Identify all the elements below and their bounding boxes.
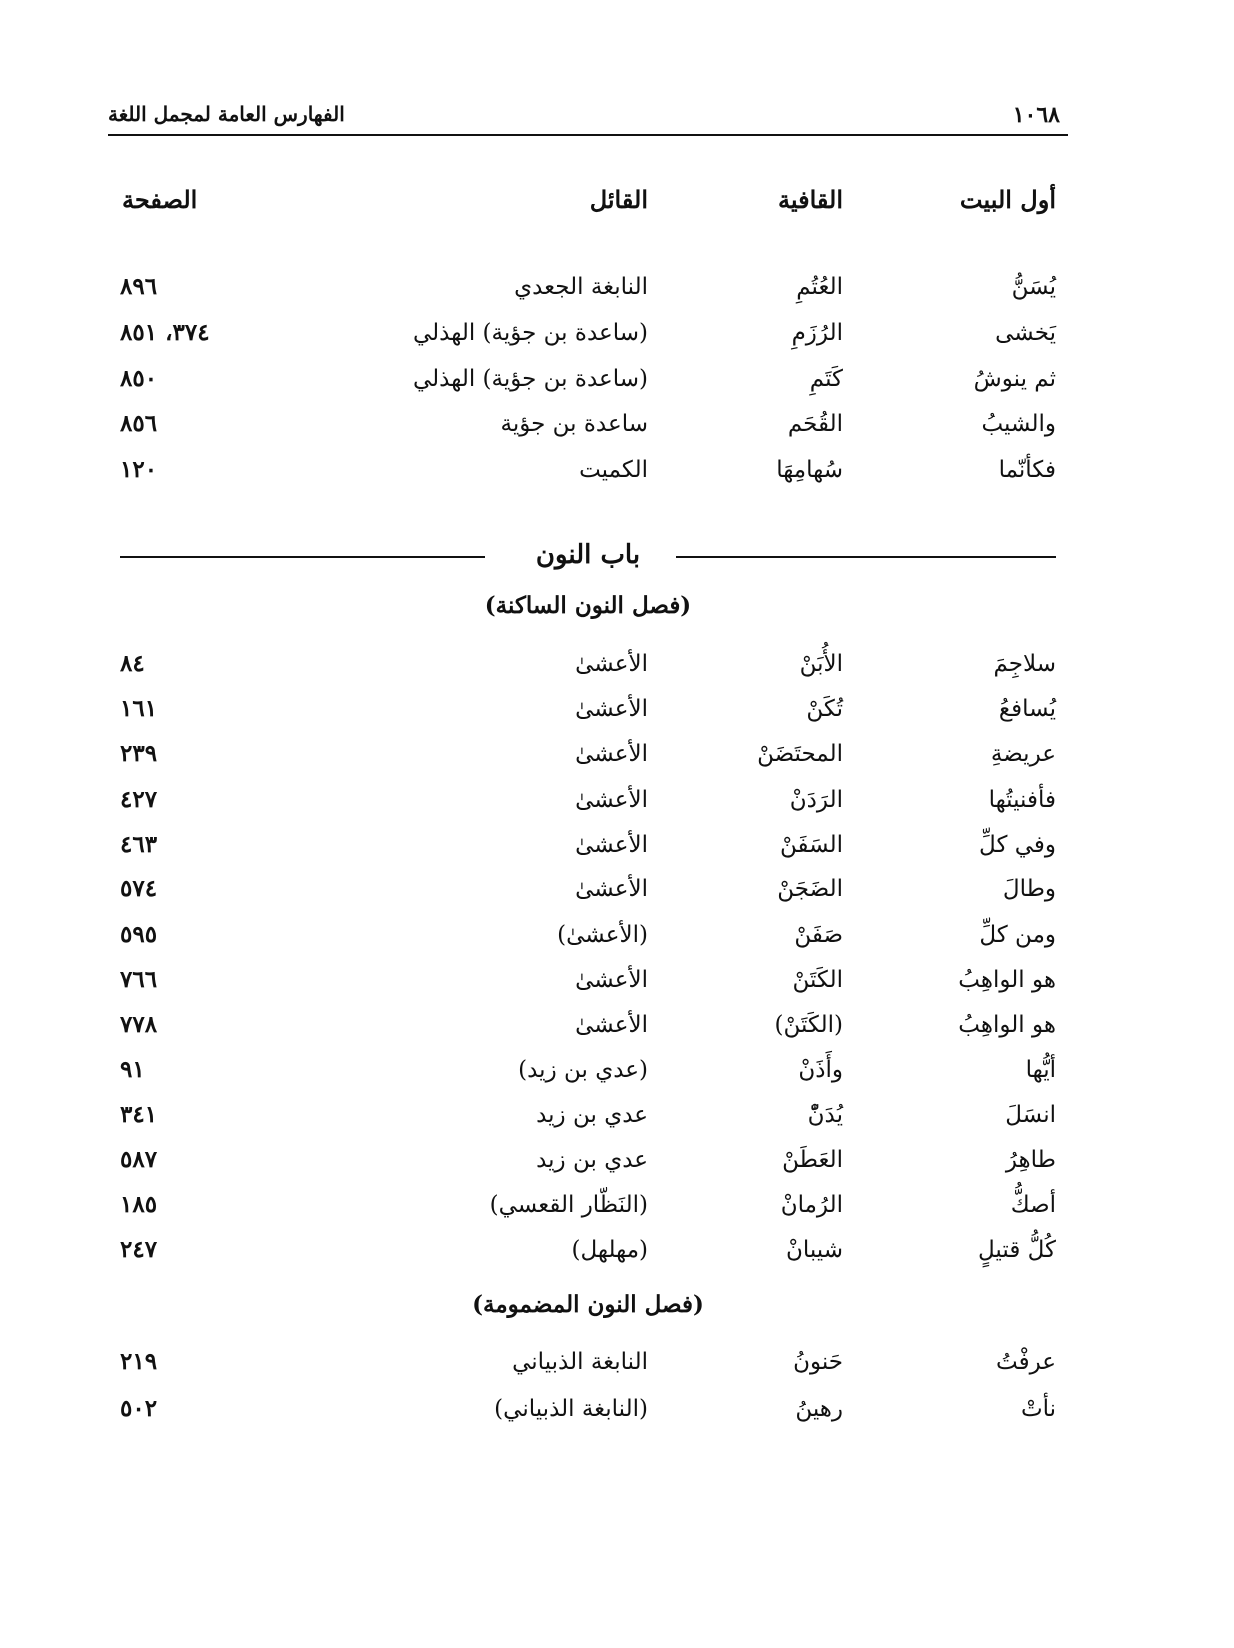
table-row <box>108 915 1068 955</box>
verse-rhyme: القُحَم <box>787 411 843 437</box>
verse-rhyme: الكَتَنْ <box>792 967 843 993</box>
verse-rhyme: (الكَتَنْ) <box>774 1012 843 1038</box>
page-ref: ٥٧٤ <box>120 875 158 902</box>
section-title: (فصل النون المضمومة) <box>472 1291 704 1318</box>
poet-name: الأعشىٰ <box>575 787 648 813</box>
verse-first-word: فأفنيتُها <box>988 787 1056 813</box>
verse-first-word: يَخشى <box>995 320 1056 346</box>
table-row <box>108 689 1068 729</box>
poet-name: النابغة الذبياني <box>512 1349 648 1375</box>
page-ref: ١٨٥ <box>120 1191 158 1218</box>
page-ref: ٢٣٩ <box>120 740 158 767</box>
page-ref: ٢٤٧ <box>120 1236 158 1263</box>
page-ref: ٥٠٢ <box>120 1395 158 1422</box>
poet-name: الأعشىٰ <box>575 876 648 902</box>
verse-first-word: سلاجِمَ <box>993 651 1056 677</box>
verse-first-word: وطالَ <box>1002 876 1056 902</box>
verse-rhyme: رهينُ <box>795 1396 843 1422</box>
verse-first-word: عريضةِ <box>990 741 1056 767</box>
verse-first-word: هو الواهِبُ <box>958 1012 1056 1038</box>
chapter-heading <box>108 535 1068 575</box>
poet-name: الأعشىٰ <box>575 651 648 677</box>
table-row <box>108 404 1068 444</box>
table-row <box>108 734 1068 774</box>
poet-name: عدي بن زيد <box>536 1147 648 1173</box>
page-ref: ٨٥٠ <box>120 365 158 392</box>
verse-first-word: أيُّها <box>1025 1057 1056 1083</box>
verse-rhyme: تُكَنْ <box>806 696 843 722</box>
page-ref: ٨٥٦ <box>120 410 158 437</box>
section-title: (فصل النون الساكنة) <box>484 592 692 619</box>
verse-first-word: كُلُّ قتيلٍ <box>978 1237 1056 1263</box>
verse-rhyme: سُهامِهَا <box>776 457 843 483</box>
verse-first-word: انسَلَ <box>1005 1102 1056 1128</box>
book-title: الفهارس العامة لمجمل اللغة <box>108 102 345 126</box>
verse-first-word: فكأنّما <box>998 457 1056 483</box>
page-ref: ٤٢٧ <box>120 786 158 813</box>
page-ref: ٨٩٦ <box>120 273 158 300</box>
table-row <box>108 313 1068 353</box>
table-row <box>108 825 1068 865</box>
page-ref: ٩١ <box>120 1056 145 1083</box>
verse-rhyme: كَتَمِ <box>809 366 843 392</box>
poet-name: (النابغة الذبياني) <box>494 1396 648 1422</box>
table-row <box>108 1230 1068 1270</box>
verse-rhyme: السَفَنْ <box>779 832 843 858</box>
verse-rhyme: الرُزَمِ <box>791 320 843 346</box>
verse-first-word: والشيبُ <box>981 411 1056 437</box>
poet-name: الأعشىٰ <box>575 741 648 767</box>
verse-first-word: نأتْ <box>1020 1396 1056 1422</box>
verse-first-word: طاهِرُ <box>1005 1147 1056 1173</box>
verse-rhyme: المحتَضَنْ <box>757 741 843 767</box>
poet-name: (الأعشىٰ) <box>557 922 648 948</box>
table-row <box>108 267 1068 307</box>
verse-rhyme: صَفَنْ <box>794 922 843 948</box>
page-ref: ١٦١ <box>120 695 158 722</box>
poet-name: الأعشىٰ <box>575 696 648 722</box>
column-header-row <box>108 180 1068 220</box>
verse-rhyme: يُدَنّْ <box>807 1102 843 1128</box>
poet-name: (ساعدة بن جؤية) الهذلي <box>413 366 648 392</box>
table-row <box>108 450 1068 490</box>
verse-first-word: أصكُّ <box>1010 1192 1056 1218</box>
verse-first-word: يُسافعُ <box>998 696 1056 722</box>
page-ref: ٨٤ <box>120 650 145 677</box>
verse-first-word: وفي كلِّ <box>979 832 1056 858</box>
poet-name: الأعشىٰ <box>575 1012 648 1038</box>
running-head <box>108 100 1068 136</box>
column-header-poet: القائل <box>589 185 648 214</box>
table-row <box>108 1342 1068 1382</box>
table-row <box>108 1140 1068 1180</box>
poet-name: الأعشىٰ <box>575 832 648 858</box>
verse-rhyme: الرَدَنْ <box>789 787 843 813</box>
verse-rhyme: شيبانْ <box>785 1237 843 1263</box>
verse-first-word: ومن كلِّ <box>979 922 1056 948</box>
verse-first-word: يُسَنُّ <box>1011 274 1056 300</box>
verse-first-word: هو الواهِبُ <box>958 967 1056 993</box>
table-row <box>108 1050 1068 1090</box>
verse-rhyme: الرُمانْ <box>780 1192 843 1218</box>
table-row <box>108 869 1068 909</box>
column-header-first: أول البيت <box>959 185 1056 214</box>
table-row <box>108 1185 1068 1225</box>
verse-rhyme: حَنونُ <box>793 1349 843 1375</box>
table-row <box>108 1005 1068 1045</box>
table-row <box>108 1095 1068 1135</box>
table-row <box>108 960 1068 1000</box>
page-ref: ٧٦٦ <box>120 966 158 993</box>
poet-name: الكميت <box>579 457 648 483</box>
table-row <box>108 359 1068 399</box>
page-number: ١٠٦٨ <box>1012 102 1060 128</box>
table-row <box>108 644 1068 684</box>
page-ref: ١٢٠ <box>120 456 158 483</box>
page-ref: ٥٨٧ <box>120 1146 158 1173</box>
poet-name: النابغة الجعدي <box>514 274 648 300</box>
page-ref: ٤٦٣ <box>120 831 158 858</box>
poet-name: الأعشىٰ <box>575 967 648 993</box>
page-ref: ٢١٩ <box>120 1348 158 1375</box>
page-ref: ٥٩٥ <box>120 921 158 948</box>
page-ref: ٣٧٤، ٨٥١ <box>120 319 210 346</box>
verse-rhyme: العُتُمِ <box>796 274 843 300</box>
poet-name: عدي بن زيد <box>536 1102 648 1128</box>
verse-rhyme: العَطَنْ <box>782 1147 843 1173</box>
table-row <box>108 1389 1068 1429</box>
page-ref: ٧٧٨ <box>120 1011 158 1038</box>
poet-name: (عدي بن زيد) <box>518 1057 648 1083</box>
poet-name: (مهلهل) <box>571 1237 648 1263</box>
verse-first-word: ثم ينوشُ <box>973 366 1056 392</box>
poet-name: (ساعدة بن جؤية) الهذلي <box>413 320 648 346</box>
verse-first-word: عرفْتُ <box>996 1349 1056 1375</box>
verse-rhyme: الأُبَنْ <box>799 651 843 677</box>
column-header-page: الصفحة <box>122 185 198 214</box>
verse-rhyme: وأَذَنْ <box>798 1057 843 1083</box>
chapter-title: باب النون <box>535 540 641 570</box>
column-header-rhyme: القافية <box>777 185 843 214</box>
poet-name: ساعدة بن جؤية <box>500 411 648 437</box>
verse-rhyme: الضَجَنْ <box>777 876 843 902</box>
page-ref: ٣٤١ <box>120 1101 158 1128</box>
table-row <box>108 780 1068 820</box>
poet-name: (النَظّار القعسي) <box>489 1192 648 1218</box>
